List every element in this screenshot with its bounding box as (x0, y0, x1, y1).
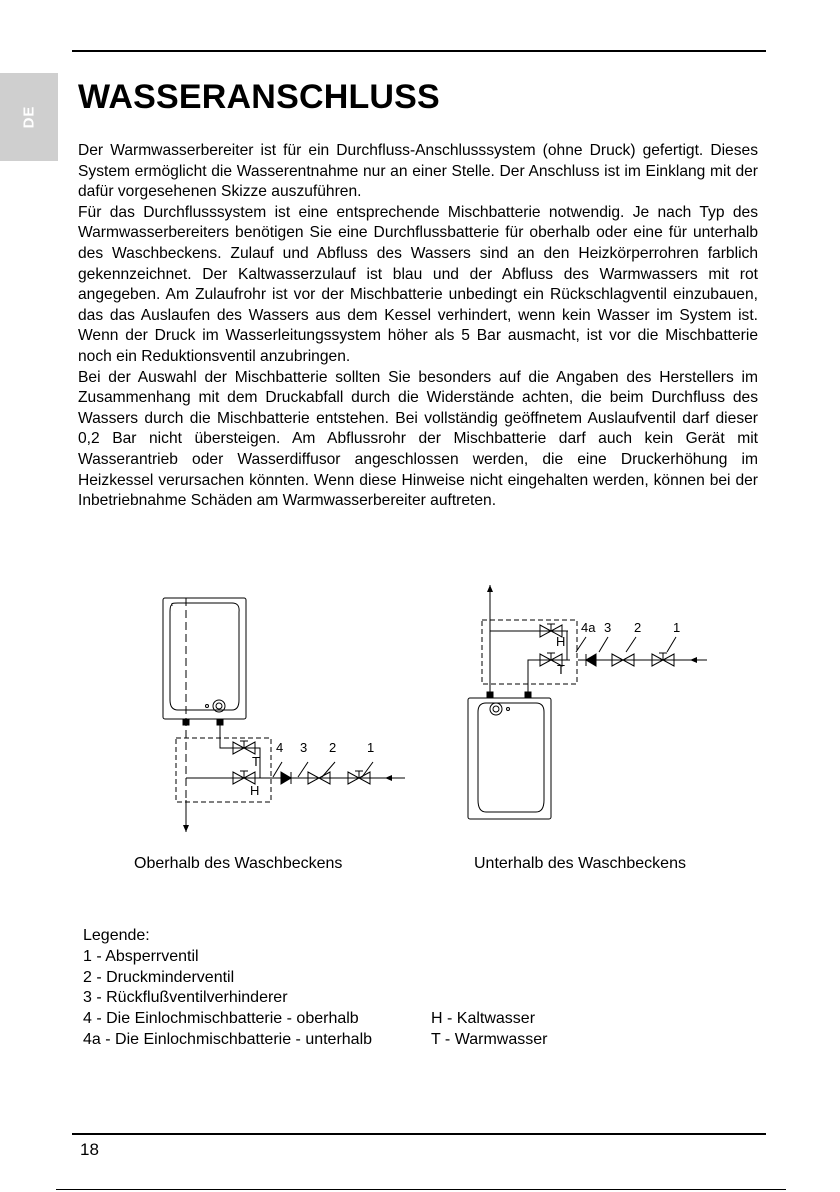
footer-rule (56, 1189, 786, 1190)
paragraph: Bei der Auswahl der Mischbatterie sollten Sie besonders auf die Angaben des Herstellers im Zusammenhang mit dem Druckabfall durch die Widerstände achten, die beim Durchfluss des Wassers durch die Mischbatterie entstehen. Bei vollständig geöffnetem Auslaufventil darf dieser 0,2 Bar nicht übersteigen. Am Abflussrohr der Mischbatterie darf auch kein Gerät mit Wasserantrieb oder Wasserdiffusor angeschlossen werden, die eine Druckerhöhung im Heizkessel verursachen könnten. Wenn diese Hinweise nicht eingehalten werden, können bei der Inbetriebnahme Schäden am Warmwasserbereiter auftreten. (78, 368, 758, 510)
caption-above-sink: Oberhalb des Waschbeckens (134, 855, 343, 872)
paragraph: Für das Durchflusssystem ist eine entsprechende Mischbatterie notwendig. Je nach Typ des Warmwasserbereiters benötigen Sie eine Durchflussbatterie für oberhalb oder eine für unterhalb des Waschbeckens. Zulauf und Abfluss des Wassers sind an den Heizkörperrohren farblich gekennzeichnet. Der Kaltwasserzulauf ist blau und der Abfluss des Warmwassers mit rot angegeben. Am Zulaufrohr ist vor der Mischbatterie unbedingt ein Rückschlagventil einzubauen, das das Auslaufen des Wassers aus dem Kessel verhindert, wenn kein Wasser im System ist. Wenn der Druck im Wasserleitungssystem höher als 5 Bar ausmacht, ist vor die Mischbatterie noch ein Reduktionsventil anzubringen. (78, 203, 758, 365)
legend-title: Legende: (83, 927, 150, 944)
mixer-box-right (482, 585, 707, 692)
legend-item: 3 - Rückflußventilverhinderer (83, 989, 288, 1007)
bottom-rule (72, 1133, 766, 1135)
top-rule (72, 50, 766, 52)
diagram-left-cold-label: H (250, 783, 260, 798)
legend-row (83, 1030, 547, 1051)
paragraph: Der Warmwasserbereiter ist für ein Durchfluss-Anschlusssystem (ohne Druck) gefertigt. Dieses System ermöglicht die Wasserentnahme nur an einer Stelle. Der Anschluss ist im Einklang mit der dafür vorgesehenen Skizze auszuführen. (78, 142, 758, 201)
diagram-right-label-4a: 4a (581, 620, 596, 635)
legend-row (83, 1009, 547, 1030)
legend-key-hot: T - Warmwasser (431, 1030, 548, 1048)
diagram-right-label-1: 1 (673, 620, 681, 635)
diagram-left-hot-label: T (252, 754, 260, 769)
language-tab-label: DE (20, 105, 38, 129)
legend-key-cold: H - Kaltwasser (431, 1010, 536, 1028)
legend-item: 2 - Druckminderventil (83, 968, 235, 986)
caption-below-sink: Unterhalb des Waschbeckens (474, 855, 686, 872)
diagram-left-label-3: 3 (300, 740, 308, 755)
heater-below-sink (468, 692, 551, 819)
legend-item: 4 - Die Einlochmischbatterie - oberhalb (83, 1010, 359, 1028)
legend-item: 4a - Die Einlochmischbatterie - unterhalb (83, 1030, 373, 1048)
legend (83, 926, 547, 1051)
diagram-left-label-1: 1 (367, 740, 375, 755)
heater-above-sink (163, 598, 246, 830)
diagram-right-label-3: 3 (604, 620, 612, 635)
diagram-left-label-2: 2 (329, 740, 337, 755)
page-title: WASSERANSCHLUSS (78, 78, 440, 116)
diagram-right-hot-label: T (557, 662, 565, 677)
diagram-left-label-4: 4 (276, 740, 284, 755)
page-number: 18 (80, 1140, 99, 1159)
diagram-right-cold-label: H (556, 634, 566, 649)
diagram-labels (250, 620, 680, 798)
language-tab (0, 73, 58, 161)
body-text (78, 141, 758, 512)
diagram-right-label-2: 2 (634, 620, 642, 635)
connection-diagram (0, 575, 840, 860)
legend-item: 1 - Absperrventil (83, 947, 199, 965)
